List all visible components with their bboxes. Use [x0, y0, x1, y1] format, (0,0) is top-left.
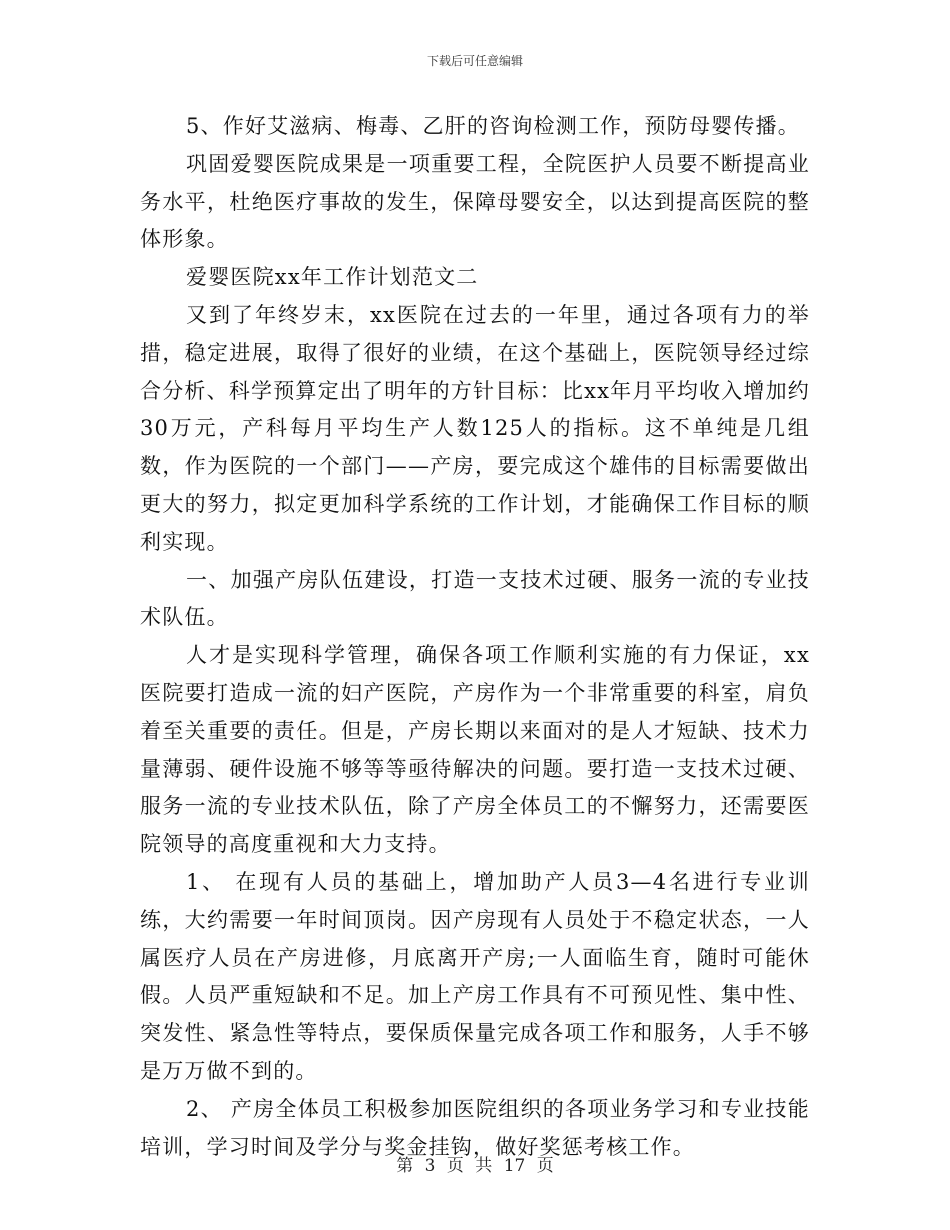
paragraph-consolidate-baby-friendly: 巩固爱婴医院成果是一项重要工程，全院医护人员要不断提高业务水平，杜绝医疗事故的发生，保障母婴安全，以达到提高医院的整体形象。 [140, 151, 810, 252]
paragraph-year-end-goals: 又到了年终岁末，xx医院在过去的一年里，通过各项有力的举措，稳定进展，取得了很好的业绩，在这个基础上，医院领导经过综合分析、科学预算定出了明年的方针目标：比xx年月平均收入增加约30万元，产科每月平均生产人数125人的指标。这不单纯是几组数，作为医院的一个部门——产房，要完成这个雄伟的目标需要做出更大的努力，拟定更加科学系统的工作计划，才能确保工作目标的顺利实现。 [140, 302, 810, 554]
paragraph-item-1-staffing: 1、 在现有人员的基础上，增加助产人员3—4名进行专业训练，大约需要一年时间顶岗。因产房现有人员处于不稳定状态，一人属医疗人员在产房进修，月底离开产房;一人面临生育，随时可能休假。人员严重短缺和不足。加上产房工作具有不可预见性、集中性、突发性、紧急性等特点，要保质保量完成各项工作和服务，人手不够是万万做不到的。 [140, 869, 810, 1083]
paragraph-item-2-training: 2、 产房全体员工积极参加医院组织的各项业务学习和专业技能培训，学习时间及学分与奖金挂钩，做好奖惩考核工作。 [140, 1096, 810, 1159]
page-number: 第 3 页 共 17 页 [396, 1156, 554, 1176]
heading-team-building: 一、加强产房队伍建设，打造一支技术过硬、服务一流的专业技术队伍。 [140, 567, 810, 630]
section-title-plan-two: 爱婴医院xx年工作计划范文二 [186, 265, 479, 290]
paragraph-item-5: 5、作好艾滋病、梅毒、乙肝的咨询检测工作，预防母婴传播。 [186, 114, 800, 138]
document-body [140, 108, 810, 1166]
header-note: 下载后可任意编辑 [426, 54, 523, 68]
paragraph-talent-management: 人才是实现科学管理，确保各项工作顺利实施的有力保证，xx医院要打造成一流的妇产医院，产房作为一个非常重要的科室，肩负着至关重要的责任。但是，产房长期以来面对的是人才短缺、技术力量薄弱、硬件设施不够等等亟待解决的问题。要打造一支技术过硬、服务一流的专业技术队伍，除了产房全体员工的不懈努力，还需要医院领导的高度重视和大力支持。 [140, 643, 810, 857]
